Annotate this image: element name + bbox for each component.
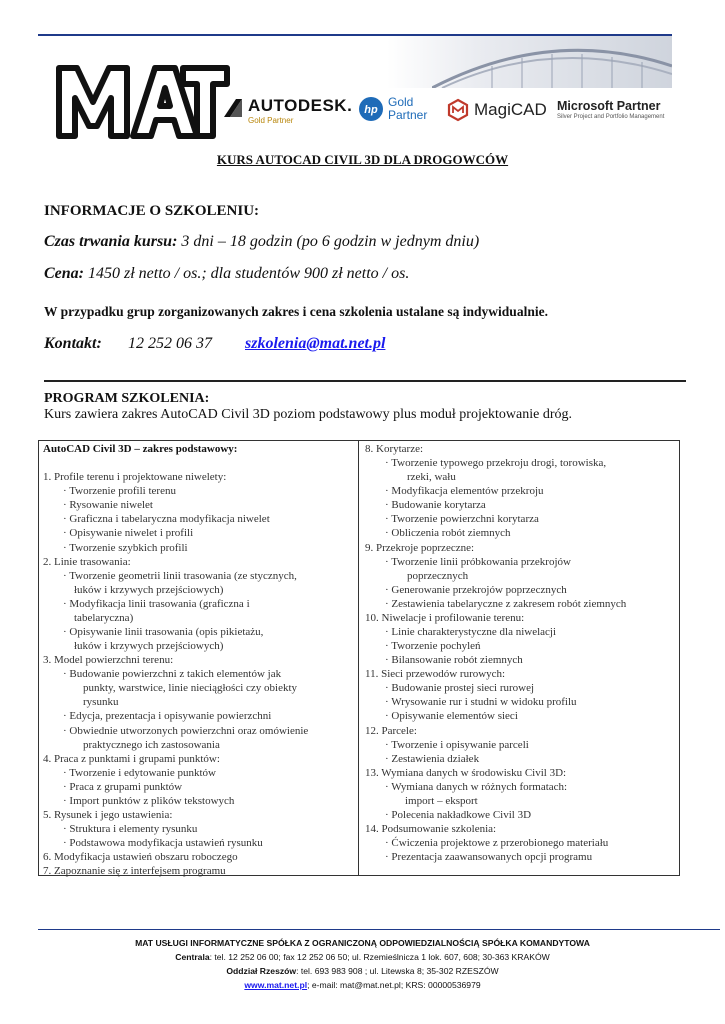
- program-line-text: · Rysowanie niwelet: [63, 499, 153, 512]
- program-line-text: · Tworzenie powierzchni korytarza: [385, 513, 539, 526]
- program-line-text: · Tworzenie profili terenu: [63, 485, 176, 498]
- program-line: [43, 724, 355, 738]
- program-line-text: · Tworzenie linii próbkowania przekrojów: [385, 555, 571, 568]
- program-line-text: · Tworzenie i edytowanie punktów: [63, 766, 216, 779]
- program-line: [43, 597, 355, 611]
- table-column-divider: [358, 440, 359, 876]
- program-line: [365, 738, 677, 752]
- program-line: [365, 597, 677, 611]
- footer-contact-text: ; e-mail: mat@mat.net.pl; KRS: 00000536979: [307, 980, 481, 990]
- footer-contact: [0, 980, 725, 990]
- program-line-text: · Polecenia nakładkowe Civil 3D: [385, 809, 532, 822]
- footer-branch-label: Oddział Rzeszów: [226, 966, 297, 976]
- program-line: [43, 442, 355, 456]
- program-line: [365, 695, 677, 709]
- program-line: [43, 864, 355, 878]
- program-line-text: · Zestawienia działek: [385, 752, 480, 765]
- program-line-text: · Podstawowa modyfikacja ustawień rysunku: [63, 837, 263, 850]
- program-line-text: 13. Wymiana danych w środowisku Civil 3D:: [365, 766, 567, 779]
- footer-website-link[interactable]: www.mat.net.pl: [244, 980, 308, 990]
- program-line: [365, 541, 677, 555]
- program-line-text: 6. Modyfikacja ustawień obszaru roboczego: [43, 851, 238, 864]
- program-line: [365, 794, 677, 808]
- program-table: [38, 440, 680, 876]
- footer-branch-text: : tel. 693 983 908 ; ul. Litewska 8; 35-302 RZESZÓW: [296, 966, 499, 976]
- program-line-text: · Budowanie korytarza: [385, 499, 486, 512]
- price-label: Cena:: [44, 265, 84, 282]
- program-line: [43, 752, 355, 766]
- course-title: KURS AUTOCAD CIVIL 3D DLA DROGOWCÓW: [216, 152, 509, 167]
- program-line: [43, 836, 355, 850]
- hp-partner-text: [388, 96, 427, 122]
- program-line-text: tabelaryczna): [74, 611, 134, 624]
- magicad-name: MagiCAD: [474, 100, 547, 119]
- duration-value: 3 dni – 18 godzin (po 6 godzin w jednym dniu): [177, 233, 480, 250]
- program-line: [43, 583, 355, 597]
- program-line: [365, 667, 677, 681]
- program-line-text: 10. Niwelacje i profilowanie terenu:: [365, 611, 525, 624]
- contact-phone: 12 252 06 37: [128, 335, 212, 352]
- footer-hq: [0, 952, 725, 962]
- program-line-text: 9. Przekroje poprzeczne:: [365, 541, 475, 554]
- program-line-text: · Tworzenie szybkich profili: [63, 541, 188, 554]
- hp-line2: Partner: [388, 108, 428, 122]
- groups-note: W przypadku grup zorganizowanych zakres i cena szkolenia ustalane są indywidualnie.: [44, 304, 548, 319]
- footer-hq-label: Centrala: [175, 952, 210, 962]
- program-line-text: rysunku: [83, 696, 119, 709]
- program-line: [365, 569, 677, 583]
- program-line: [365, 709, 677, 723]
- program-line: [43, 738, 355, 752]
- program-line: [365, 526, 677, 540]
- program-line: [365, 484, 677, 498]
- program-description: Kurs zawiera zakres AutoCAD Civil 3D poziom podstawowy plus moduł projektowanie dróg.: [44, 407, 573, 422]
- program-line-text: · Opisywanie linii trasowania (opis pikietażu,: [63, 626, 264, 639]
- program-line: [43, 794, 355, 808]
- program-line-text: · Linie charakterystyczne dla niwelacji: [385, 626, 557, 639]
- contact-line: [44, 335, 386, 353]
- program-line-text: · Generowanie przekrojów poprzecznych: [385, 583, 567, 596]
- program-line: [365, 724, 677, 738]
- program-line-text: · Bilansowanie robót ziemnych: [385, 654, 523, 667]
- program-line-text: · Opisywanie niwelet i profili: [63, 527, 194, 540]
- program-line-text: łuków i krzywych przejściowych): [74, 583, 224, 596]
- contact-email-link[interactable]: szkolenia@mat.net.pl: [245, 335, 386, 352]
- program-line: [365, 512, 677, 526]
- program-line-text: punkty, warstwice, linie nieciągłości czy obiekty: [83, 682, 298, 695]
- program-line: [43, 709, 355, 723]
- mat-logo-icon: [55, 50, 230, 140]
- program-line-text: łuków i krzywych przejściowych): [74, 640, 224, 653]
- program-line: [365, 766, 677, 780]
- program-line: [365, 456, 677, 470]
- program-line-text: import – eksport: [405, 794, 478, 807]
- program-line: [365, 752, 677, 766]
- program-line-text: 3. Model powierzchni terenu:: [43, 654, 174, 667]
- program-line-text: · Praca z grupami punktów: [63, 780, 183, 793]
- program-line: [43, 484, 355, 498]
- program-line: [43, 653, 355, 667]
- program-line-text: · Wrysowanie rur i studni w widoku profilu: [385, 696, 577, 709]
- program-line-text: 7. Zapoznanie się z interfejsem programu: [43, 865, 226, 878]
- program-line: [43, 667, 355, 681]
- program-line: [43, 512, 355, 526]
- program-line-text: 5. Rysunek i jego ustawienia:: [43, 809, 173, 822]
- program-line: [43, 569, 355, 583]
- program-line: [43, 498, 355, 512]
- program-line-text: · Obliczenia robót ziemnych: [385, 527, 511, 540]
- program-line-text: · Budowanie prostej sieci rurowej: [385, 682, 535, 695]
- program-line: [43, 541, 355, 555]
- hp-line1: Gold: [388, 95, 414, 109]
- program-left-column: [43, 442, 355, 878]
- program-line-text: · Tworzenie i opisywanie parceli: [385, 738, 529, 751]
- program-line-text: 11. Sieci przewodów rurowych:: [365, 668, 506, 681]
- program-line-text: · Opisywanie elementów sieci: [385, 710, 518, 723]
- program-line: [43, 470, 355, 484]
- ms-name: Microsoft Partner: [557, 99, 661, 113]
- program-right-column: [365, 442, 677, 864]
- footer-company: MAT USŁUGI INFORMATYCZNE SPÓŁKA Z OGRANICZONĄ ODPOWIEDZIALNOŚCIĄ SPÓŁKA KOMANDYTOWA: [135, 938, 590, 948]
- program-line: [43, 456, 355, 470]
- program-line: [43, 822, 355, 836]
- microsoft-partner-badge: [557, 99, 664, 120]
- section-divider: [44, 380, 686, 382]
- magicad-logo-icon: [446, 98, 470, 122]
- program-line: [365, 470, 677, 484]
- program-line-text: · Graficzna i tabelaryczna modyfikacja niwelet: [63, 513, 270, 526]
- program-line: [365, 653, 677, 667]
- program-line-text: · Ćwiczenia projektowe z przerobionego materiału: [385, 837, 609, 850]
- program-line-text: · Budowanie powierzchni z takich elementów jak: [63, 668, 282, 681]
- program-line-text: · Import punktów z plików tekstowych: [63, 794, 235, 807]
- duration-line: [44, 233, 479, 251]
- duration-label: Czas trwania kursu:: [44, 233, 178, 250]
- program-line: [365, 780, 677, 794]
- program-line: [365, 822, 677, 836]
- program-line: [365, 808, 677, 822]
- program-heading: PROGRAM SZKOLENIA:: [44, 391, 210, 406]
- hp-logo-icon: [358, 96, 384, 122]
- program-line-text: · Struktura i elementy rysunku: [63, 823, 198, 836]
- program-line: [43, 639, 355, 653]
- program-line: [43, 526, 355, 540]
- hp-mark: hp: [364, 104, 378, 116]
- program-line-text: · Modyfikacja linii trasowania (graficzna i: [63, 597, 250, 610]
- program-line: [43, 681, 355, 695]
- program-line-text: praktycznego ich zastosowania: [83, 738, 220, 751]
- ms-sub: Silver Project and Portfolio Management: [557, 114, 665, 120]
- footer-line: [38, 929, 720, 930]
- program-line: [365, 611, 677, 625]
- program-line: [365, 681, 677, 695]
- program-line: [365, 442, 677, 456]
- footer-hq-text: : tel. 12 252 06 00; fax 12 252 06 50; ul. Rzemieślnicza 1 lok. 607, 608; 30-363 KRAKÓW: [209, 952, 550, 962]
- autodesk-logo-icon: [222, 97, 244, 119]
- program-line-text: 8. Korytarze:: [365, 443, 424, 455]
- program-line-text: · Edycja, prezentacja i opisywanie powierzchni: [63, 710, 272, 723]
- contact-label: Kontakt:: [44, 335, 102, 352]
- program-line-text: · Tworzenie geometrii linii trasowania (ze stycznych,: [63, 569, 297, 582]
- program-line: [43, 695, 355, 709]
- program-line-text: 14. Podsumowanie szkolenia:: [365, 823, 497, 836]
- program-line-text: · Zestawienia tabelaryczne z zakresem robót ziemnych: [385, 597, 627, 610]
- program-line: [43, 766, 355, 780]
- program-line-text: rzeki, wału: [407, 471, 456, 484]
- program-line-text: poprzecznych: [407, 569, 469, 582]
- program-line-text: 1. Profile terenu i projektowane niwelety:: [43, 471, 227, 484]
- program-line: [365, 555, 677, 569]
- program-line: [365, 836, 677, 850]
- program-line: [43, 850, 355, 864]
- program-line: [365, 639, 677, 653]
- program-line-text: 4. Praca z punktami i grupami punktów:: [43, 752, 220, 765]
- program-line: [43, 611, 355, 625]
- program-line: [43, 555, 355, 569]
- program-line: [365, 625, 677, 639]
- program-line: [365, 498, 677, 512]
- info-heading: INFORMACJE O SZKOLENIU:: [44, 203, 260, 219]
- autodesk-name: AUTODESK.: [248, 96, 353, 115]
- program-line: [43, 808, 355, 822]
- program-line: [365, 583, 677, 597]
- price-line: [44, 265, 409, 283]
- program-line-text: · Wymiana danych w różnych formatach:: [385, 780, 568, 793]
- program-line-text: · Tworzenie pochyleń: [385, 640, 481, 653]
- program-line: [43, 625, 355, 639]
- price-value: 1450 zł netto / os.; dla studentów 900 zł netto / os.: [84, 265, 410, 282]
- program-line-text: 2. Linie trasowania:: [43, 555, 131, 568]
- program-line-text: 12. Parcele:: [365, 724, 417, 737]
- mat-logo: [55, 50, 230, 140]
- footer-branch: [0, 966, 725, 976]
- program-line-text: · Prezentacja zaawansowanych opcji programu: [385, 851, 593, 864]
- program-line: [43, 780, 355, 794]
- program-line-text: · Obwiednie utworzonych powierzchni oraz omówienie: [63, 724, 309, 737]
- program-line-text: · Modyfikacja elementów przekroju: [385, 485, 544, 498]
- bridge-graphic-icon: [432, 36, 672, 88]
- program-line: [365, 850, 677, 864]
- program-column-heading: AutoCAD Civil 3D – zakres podstawowy:: [43, 443, 238, 455]
- autodesk-sub: Gold Partner: [248, 116, 294, 125]
- program-line-text: · Tworzenie typowego przekroju drogi, torowiska,: [385, 457, 607, 470]
